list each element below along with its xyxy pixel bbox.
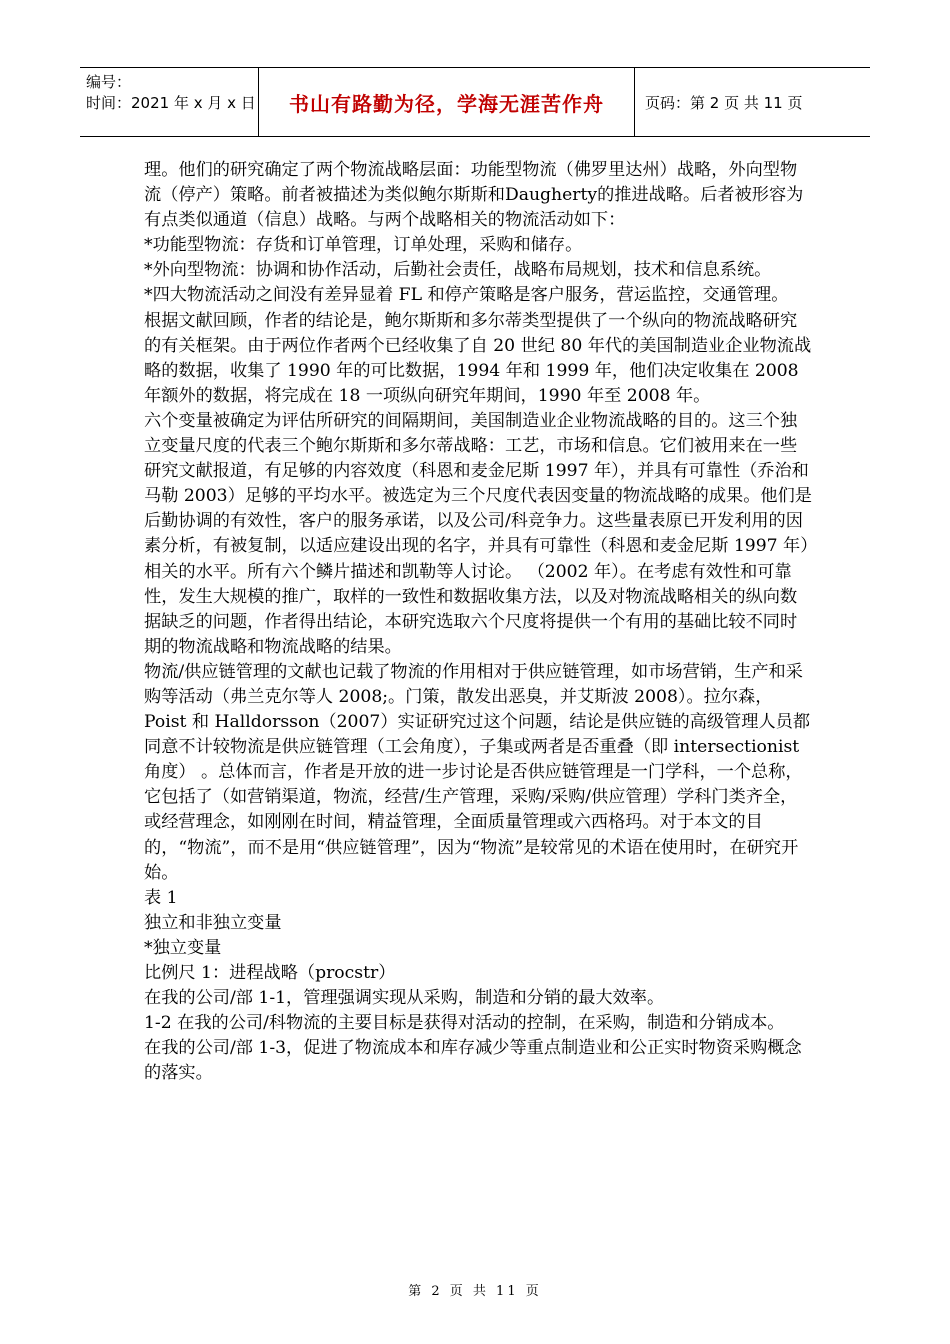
body-paragraph: *外向型物流：协调和协作活动，后勤社会责任，战略布局规划，技术和信息系统。 [144,260,772,281]
document-number-label: 编号： [86,73,132,91]
page-footer: 第 2 页 共 11 页 [408,1284,542,1299]
document-body [144,158,812,1086]
section-label: *独立变量 [144,937,222,958]
header-page-info: 页码：第 2 页 共 11 页 [645,93,803,112]
document-date-label: 时间：2021 年 x 月 x 日 [86,94,256,112]
body-paragraph: 六个变量被确定为评估所研究的间隔期间，美国制造业企业物流战略的目的。这三个独立变量尺度的代表三个鲍尔斯斯和多尔蒂战略：工艺，市场和信息。它们被用来在一些研究文献报道，有足够的内容效度（科恩和麦金尼斯 1997 年），并具有可靠性（乔治和马勒 2003）足够的平均水平。被选定为三个尺度代表因变量的物流战略的成果。他们是后勤协调的有效性，客户的服务承诺，以及公司/科竞争力。这些量表原已开发利用的因素分析，有被复制，以适应建设出现的名字，并具有可靠性（科恩和麦金尼斯 1997 年）相关的水平。所有六个鳞片描述和凯勒等人讨论。 （2002 年）。在考虑有效性和可靠性，发生大规模的推广，取样的一致性和数据收集方法，以及对物流战略相关的纵向数据缺乏的问题，作者得出结论，本研究选取六个尺度将提供一个有用的基础比较不同时期的物流战略和物流战略的结果。 [144,410,812,657]
body-paragraph: 物流/供应链管理的文献也记载了物流的作用相对于供应链管理，如市场营销，生产和采购等活动（弗兰克尔等人 2008;。门策，散发出恶臭，并艾斯波 2008）。拉尔森，Poist 和 Halldorsson（2007）实证研究过这个问题，结论是供应链的高级管理人员都同意不计较物流是供应链管理（工会角度），子集或两者是否重叠（即 intersectionist 角度） 。总体而言，作者是开放的进一步讨论是否供应链管理是一门学科，一个总称，它包括了（如营销渠道，物流，经营/生产管理，采购/采购/供应管理）学科门类齐全，或经营理念，如刚刚在时间，精益管理，全面质量管理或六西格玛。对于本文的目的，“物流”，而不是用“供应链管理”，因为“物流”是较常见的术语在使用时，在研究开始。 [144,661,811,883]
table-title: 独立和非独立变量 [144,912,282,933]
table-caption: 表 1 [144,887,178,908]
body-paragraph: *功能型物流：存货和订单管理，订单处理，采购和储存。 [144,235,583,256]
body-paragraph: *四大物流活动之间没有差异显着 FL 和停产策略是客户服务，营运监控，交通管理。 [144,285,789,306]
scale-item: 1-2 在我的公司/科物流的主要目标是获得对活动的控制，在采购，制造和分销成本。 [144,1013,785,1034]
header-left-cell [80,68,258,136]
body-paragraph: 理。他们的研究确定了两个物流战略层面：功能型物流（佛罗里达州）战略，外向型物流（停产）策略。前者被描述为类似鲍尔斯斯和Daugherty的推进战略。后者被形容为有点类似通道（信息）战略。与两个战略相关的物流活动如下： [144,160,804,231]
scale-item: 在我的公司/部 1-3，促进了物流成本和库存减少等重点制造业和公正实时物资采购概念的落实。 [144,1038,802,1084]
body-paragraph: 根据文献回顾，作者的结论是，鲍尔斯斯和多尔蒂类型提供了一个纵向的物流战略研究的有关框架。由于两位作者两个已经收集了自 20 世纪 80 年代的美国制造业企业物流战略的数据，收集了 1990 年的可比数据，1994 年和 1999 年，他们决定收集在 2008 年额外的数据，将完成在 18 一项纵向研究年期间，1990 年至 2008 年。 [144,310,812,406]
scale-title: 比例尺 1：进程战略（procstr） [144,963,396,983]
scale-item: 在我的公司/部 1-1，管理强调实现从采购，制造和分销的最大效率。 [144,988,665,1009]
page-header [80,67,870,137]
header-motto: 书山有路勤为径，学海无涯苦作舟 [258,68,635,136]
